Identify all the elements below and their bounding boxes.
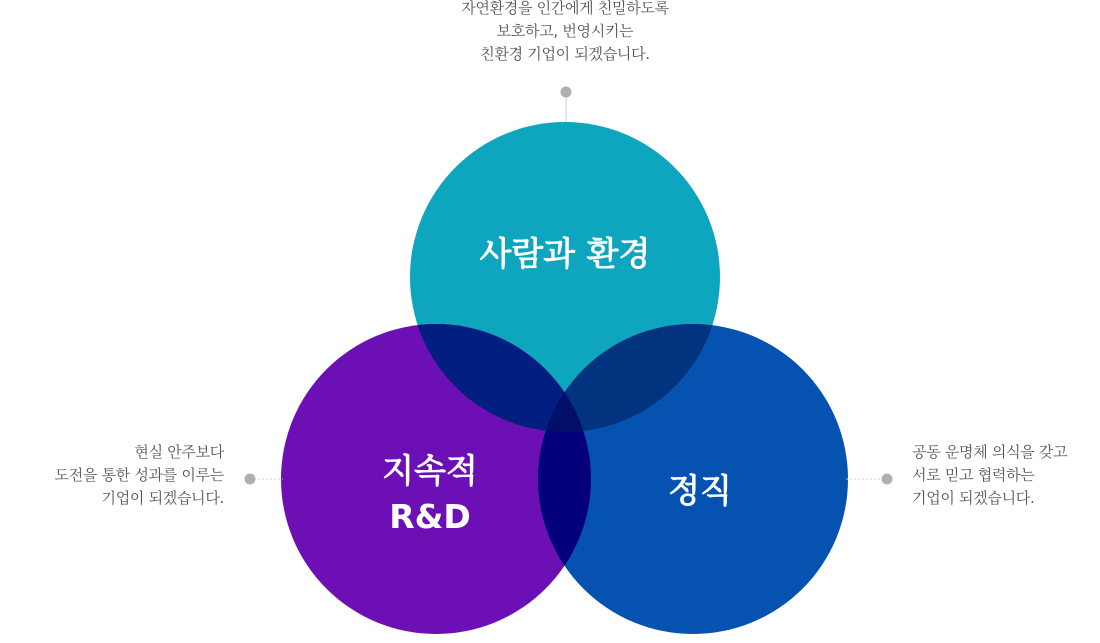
description-people-environment <box>400 0 730 66</box>
label-text-line1: 지속적 <box>382 451 478 490</box>
label-sustainable-rnd <box>300 448 560 540</box>
label-people-environment <box>410 232 720 276</box>
label-text: 정직 <box>668 471 732 510</box>
description-line: 자연환경을 인간에게 친밀하도록 <box>461 0 669 17</box>
description-line: 현실 안주보다 <box>134 443 224 461</box>
description-line: 기업이 되겠습니다. <box>101 489 224 507</box>
description-line: 도전을 통한 성과를 이루는 <box>54 466 224 484</box>
description-sustainable-rnd <box>0 441 224 510</box>
description-honesty <box>912 441 1100 510</box>
label-honesty <box>560 468 840 514</box>
label-text: 사람과 환경 <box>479 234 651 273</box>
connector-dot-left <box>245 474 256 485</box>
connector-dot-top <box>561 87 572 98</box>
description-line: 친환경 기업이 되겠습니다. <box>480 45 650 63</box>
connector-dot-right <box>882 474 893 485</box>
description-line: 보호하고, 번영시키는 <box>496 22 634 40</box>
description-line: 기업이 되겠습니다. <box>912 489 1035 507</box>
description-line: 공동 운명체 의식을 갖고 <box>912 443 1068 461</box>
description-line: 서로 믿고 협력하는 <box>912 466 1035 484</box>
label-text-line2: R&D <box>389 497 471 536</box>
